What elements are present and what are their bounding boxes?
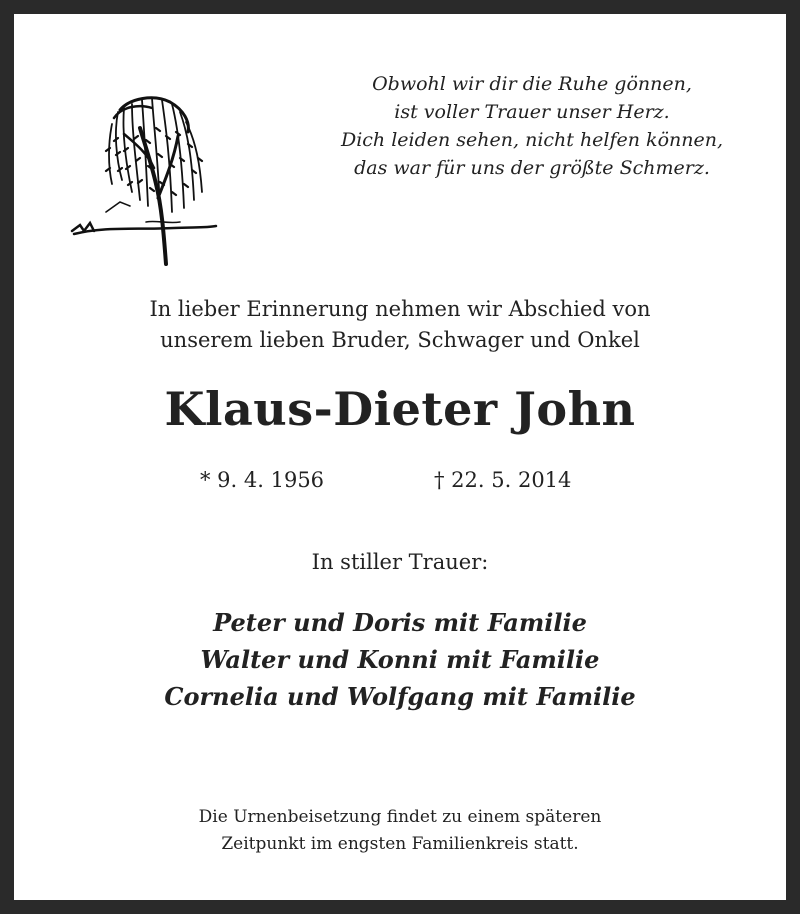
- notice-line: Die Urnenbeisetzung findet zu einem späteren: [198, 807, 602, 827]
- poem-line: das war für uns der größte Schmerz.: [354, 157, 710, 179]
- poem-line: ist voller Trauer unser Herz.: [394, 101, 670, 123]
- burial-notice: [14, 804, 786, 858]
- intro-line: unserem lieben Bruder, Schwager und Onkel: [160, 328, 640, 352]
- intro-text: [14, 294, 786, 356]
- birth-date: * 9. 4. 1956: [200, 468, 325, 492]
- deceased-name: Klaus-Dieter John: [164, 382, 636, 436]
- poem: [282, 70, 782, 182]
- mourning-label: In stiller Trauer:: [311, 550, 489, 574]
- mourner-family: Cornelia und Wolfgang mit Familie: [164, 682, 636, 711]
- poem-line: Obwohl wir dir die Ruhe gönnen,: [372, 73, 692, 95]
- mourners-list: [14, 604, 786, 715]
- mourner-family: Peter und Doris mit Familie: [213, 608, 587, 637]
- notice-line: Zeitpunkt im engsten Familienkreis statt.: [221, 834, 579, 854]
- intro-line: In lieber Erinnerung nehmen wir Abschied von: [149, 297, 651, 321]
- weeping-willow-icon: [66, 88, 226, 266]
- death-date: † 22. 5. 2014: [434, 468, 572, 492]
- mourner-family: Walter und Konni mit Familie: [200, 645, 600, 674]
- poem-line: Dich leiden sehen, nicht helfen können,: [340, 129, 724, 151]
